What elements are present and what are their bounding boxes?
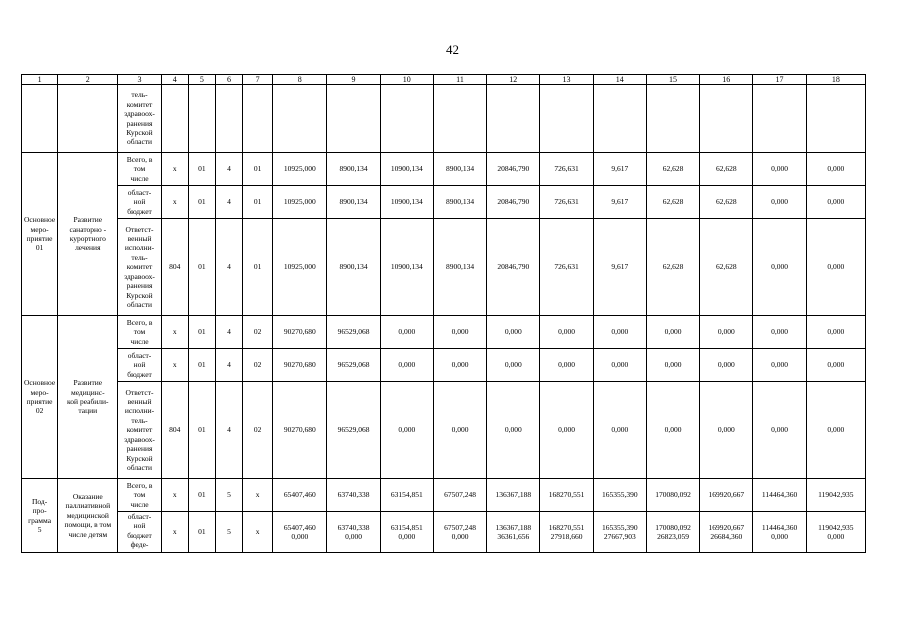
table-cell: област- ной бюджет	[118, 349, 161, 382]
table-cell: 02	[243, 316, 273, 349]
value-cell: 0,000	[700, 316, 753, 349]
value-cell: 0,000	[753, 153, 806, 186]
table-cell	[22, 85, 58, 153]
table-cell: x	[161, 512, 188, 553]
budget-table	[21, 74, 866, 553]
value-cell: 90270,680	[273, 382, 327, 479]
value-cell: 0,000	[540, 349, 593, 382]
value-cell: 8900,134	[433, 153, 486, 186]
value-cell: 90270,680	[273, 349, 327, 382]
value-cell: 9,617	[593, 153, 646, 186]
table-cell: x	[243, 479, 273, 512]
value-cell: 169920,667	[700, 479, 753, 512]
table-cell: 01	[188, 186, 215, 219]
value-cell: 0,000	[806, 219, 865, 316]
table-cell: Ответст- венный исполни- тель- комитет здравоох- ранения Курской области	[118, 382, 161, 479]
value-cell: 63740,338	[327, 479, 380, 512]
value-cell: 0,000	[487, 382, 540, 479]
table-cell: x	[161, 153, 188, 186]
value-cell: 8900,134	[327, 186, 380, 219]
activity-description: Оказание паллиативной медицинской помощи, в том числе детям	[58, 479, 118, 553]
value-cell: 20846,790	[487, 153, 540, 186]
table-cell: 4	[215, 316, 242, 349]
col-header: 7	[243, 75, 273, 85]
table-cell: 01	[188, 512, 215, 553]
col-header: 15	[646, 75, 699, 85]
table-cell: 02	[243, 349, 273, 382]
table-row	[22, 219, 866, 316]
table-cell: 01	[243, 186, 273, 219]
col-header: 4	[161, 75, 188, 85]
table-row	[22, 153, 866, 186]
value-cell: 0,000	[593, 349, 646, 382]
value-cell: 165355,390	[593, 479, 646, 512]
col-header: 11	[433, 75, 486, 85]
table-cell	[380, 85, 433, 153]
table-cell	[273, 85, 327, 153]
value-cell: 0,000	[433, 349, 486, 382]
value-cell: 136367,188	[487, 479, 540, 512]
table-cell: 01	[243, 219, 273, 316]
value-cell: 0,000	[753, 382, 806, 479]
value-cell: 0,000	[487, 349, 540, 382]
table-cell	[487, 85, 540, 153]
table-cell: 804	[161, 219, 188, 316]
col-header: 10	[380, 75, 433, 85]
table-row	[22, 316, 866, 349]
value-cell: 726,631	[540, 153, 593, 186]
col-header: 14	[593, 75, 646, 85]
value-cell: 10900,134	[380, 153, 433, 186]
activity-name: Основное меро- приятие 01	[22, 153, 58, 316]
value-cell: 20846,790	[487, 186, 540, 219]
col-header: 3	[118, 75, 161, 85]
value-cell: 67507,248	[433, 479, 486, 512]
value-cell: 0,000	[806, 186, 865, 219]
table-row	[22, 512, 866, 553]
value-cell: 0,000	[806, 382, 865, 479]
table-row	[22, 349, 866, 382]
col-header: 9	[327, 75, 380, 85]
table-cell	[806, 85, 865, 153]
table-cell: 01	[188, 382, 215, 479]
value-cell: 8900,134	[433, 219, 486, 316]
value-cell: 0,000	[540, 382, 593, 479]
table-cell	[243, 85, 273, 153]
value-cell: 0,000	[806, 153, 865, 186]
value-cell: 62,628	[700, 186, 753, 219]
value-cell: 8900,134	[433, 186, 486, 219]
table-cell: област- ной бюджет феде-	[118, 512, 161, 553]
value-cell: 90270,680	[273, 316, 327, 349]
table-cell	[327, 85, 380, 153]
table-cell: x	[161, 316, 188, 349]
activity-description: Развитие санаторно - курортного лечения	[58, 153, 118, 316]
value-cell: 20846,790	[487, 219, 540, 316]
value-cell: 0,000	[380, 349, 433, 382]
col-header: 1	[22, 75, 58, 85]
value-cell: 62,628	[646, 186, 699, 219]
col-header: 17	[753, 75, 806, 85]
value-cell: 0,000	[380, 316, 433, 349]
table-cell: 01	[188, 479, 215, 512]
value-cell: 726,631	[540, 186, 593, 219]
col-header: 8	[273, 75, 327, 85]
col-header: 6	[215, 75, 242, 85]
page-number: 42	[446, 42, 459, 57]
table-cell: Всего, в том числе	[118, 479, 161, 512]
table-cell: x	[161, 349, 188, 382]
table-cell: 804	[161, 382, 188, 479]
value-cell: 96529,068	[327, 316, 380, 349]
value-cell: 119042,935 0,000	[806, 512, 865, 553]
value-cell: 114464,360 0,000	[753, 512, 806, 553]
activity-name: Основное меро- приятие 02	[22, 316, 58, 479]
value-cell: 168270,551 27918,660	[540, 512, 593, 553]
value-cell: 10925,000	[273, 186, 327, 219]
value-cell: 9,617	[593, 219, 646, 316]
table-cell	[215, 85, 242, 153]
table-cell: 01	[188, 219, 215, 316]
table-cell: 4	[215, 219, 242, 316]
table-cell	[540, 85, 593, 153]
activity-description: Развитие медицинс- кой реабили- тации	[58, 316, 118, 479]
value-cell: 10925,000	[273, 153, 327, 186]
value-cell: 0,000	[646, 382, 699, 479]
value-cell: 65407,460 0,000	[273, 512, 327, 553]
value-cell: 136367,188 36361,656	[487, 512, 540, 553]
table-cell: x	[161, 186, 188, 219]
table-cell	[753, 85, 806, 153]
value-cell: 9,617	[593, 186, 646, 219]
col-header: 2	[58, 75, 118, 85]
table-cell: Всего, в том числе	[118, 316, 161, 349]
table-cell: 4	[215, 153, 242, 186]
value-cell: 62,628	[700, 219, 753, 316]
table-row	[22, 479, 866, 512]
value-cell: 8900,134	[327, 153, 380, 186]
value-cell: 10900,134	[380, 219, 433, 316]
table-cell: 01	[188, 349, 215, 382]
col-header: 18	[806, 75, 865, 85]
value-cell: 10925,000	[273, 219, 327, 316]
value-cell: 62,628	[646, 153, 699, 186]
value-cell: 726,631	[540, 219, 593, 316]
value-cell: 0,000	[593, 382, 646, 479]
value-cell: 0,000	[380, 382, 433, 479]
col-header: 13	[540, 75, 593, 85]
table-cell	[593, 85, 646, 153]
table-cell	[433, 85, 486, 153]
value-cell: 0,000	[806, 316, 865, 349]
activity-name: Под- про- грамма 5	[22, 479, 58, 553]
value-cell: 0,000	[646, 316, 699, 349]
value-cell: 0,000	[487, 316, 540, 349]
table-cell: област- ной бюджет	[118, 186, 161, 219]
table-row	[22, 85, 866, 153]
table-cell: Ответст- венный исполни- тель- комитет здравоох- ранения Курской области	[118, 219, 161, 316]
value-cell: 8900,134	[327, 219, 380, 316]
value-cell: 0,000	[806, 349, 865, 382]
value-cell: 0,000	[753, 219, 806, 316]
header-row	[22, 75, 866, 85]
table-cell: x	[161, 479, 188, 512]
table-cell: x	[243, 512, 273, 553]
col-header: 12	[487, 75, 540, 85]
table-cell: 02	[243, 382, 273, 479]
value-cell: 170080,092 26823,059	[646, 512, 699, 553]
table-cell: 01	[188, 153, 215, 186]
table-cell: 4	[215, 382, 242, 479]
value-cell: 62,628	[646, 219, 699, 316]
value-cell: 63740,338 0,000	[327, 512, 380, 553]
value-cell: 0,000	[753, 186, 806, 219]
value-cell: 10900,134	[380, 186, 433, 219]
table-cell: Всего, в том числе	[118, 153, 161, 186]
table-row	[22, 382, 866, 479]
value-cell: 96529,068	[327, 349, 380, 382]
table-cell	[58, 85, 118, 153]
table-cell: тель- комитет здравоох- ранения Курской области	[118, 85, 161, 153]
col-header: 16	[700, 75, 753, 85]
value-cell: 63154,851 0,000	[380, 512, 433, 553]
value-cell: 114464,360	[753, 479, 806, 512]
value-cell: 0,000	[753, 349, 806, 382]
value-cell: 0,000	[646, 349, 699, 382]
value-cell: 168270,551	[540, 479, 593, 512]
table-cell: 4	[215, 349, 242, 382]
table-cell: 5	[215, 512, 242, 553]
value-cell: 0,000	[700, 349, 753, 382]
table-cell	[188, 85, 215, 153]
value-cell: 0,000	[433, 316, 486, 349]
table-cell: 4	[215, 186, 242, 219]
table-cell: 01	[188, 316, 215, 349]
table-cell	[161, 85, 188, 153]
value-cell: 0,000	[540, 316, 593, 349]
value-cell: 96529,068	[327, 382, 380, 479]
value-cell: 65407,460	[273, 479, 327, 512]
value-cell: 170080,092	[646, 479, 699, 512]
table-cell: 01	[243, 153, 273, 186]
table-cell	[646, 85, 699, 153]
value-cell: 169920,667 26684,360	[700, 512, 753, 553]
table-cell	[700, 85, 753, 153]
table-cell: 5	[215, 479, 242, 512]
value-cell: 0,000	[433, 382, 486, 479]
value-cell: 0,000	[700, 382, 753, 479]
value-cell: 63154,851	[380, 479, 433, 512]
col-header: 5	[188, 75, 215, 85]
table-row	[22, 186, 866, 219]
value-cell: 165355,390 27667,903	[593, 512, 646, 553]
value-cell: 67507,248 0,000	[433, 512, 486, 553]
value-cell: 0,000	[753, 316, 806, 349]
value-cell: 0,000	[593, 316, 646, 349]
value-cell: 119042,935	[806, 479, 865, 512]
value-cell: 62,628	[700, 153, 753, 186]
